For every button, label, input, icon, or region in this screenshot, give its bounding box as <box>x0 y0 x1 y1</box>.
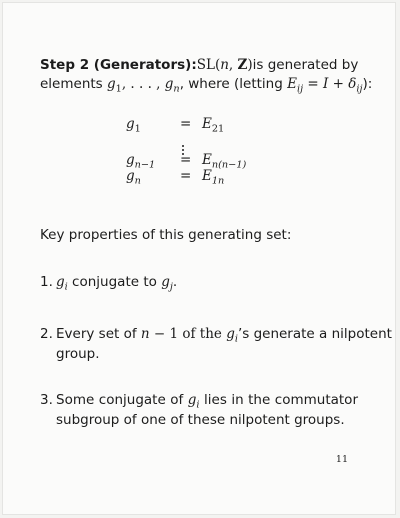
intro-line-2: elements $g_1$, . . . , $g_n$, where (letting $E_{ij} = I + \delta_{ij}$): <box>40 76 373 95</box>
intro-line-1 <box>40 56 358 75</box>
equation-row: $g_1$ = $E_{21}$ <box>126 116 225 135</box>
key-properties-heading: Key properties of this generating set: <box>40 227 292 243</box>
page-number: 11 <box>335 454 348 465</box>
step-intro <box>40 56 373 95</box>
group-name: SL(n, Z) <box>196 57 253 73</box>
equation-row: $g_n$ = $E_{1n}$ <box>126 168 225 187</box>
step-label: Step 2 (Generators): <box>40 57 197 73</box>
equation-row: $g_{n-1}$ = $E_{n(n-1)}$ <box>126 152 247 171</box>
generated-by-text: is generated by <box>252 57 359 73</box>
